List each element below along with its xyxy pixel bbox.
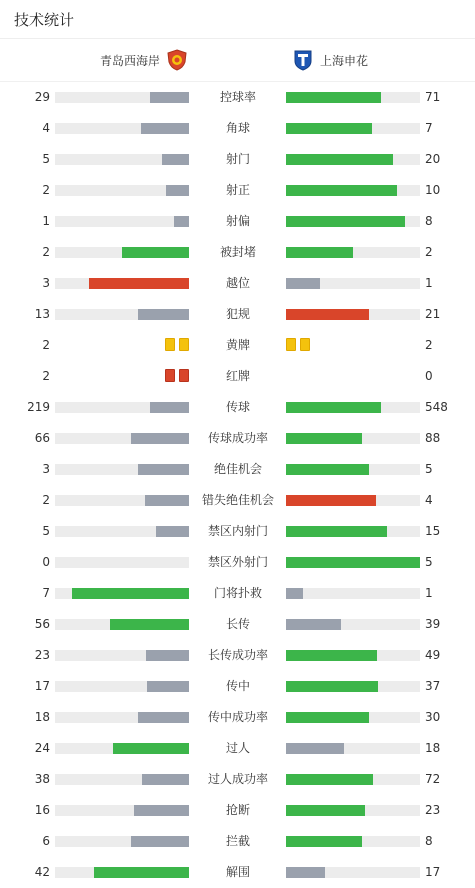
home-stat-bar-fill: [145, 495, 189, 506]
away-stat-value: 10: [425, 183, 441, 197]
away-stat-value: 2: [425, 338, 433, 352]
away-stat-bar-fill: [286, 743, 344, 754]
home-stat-bar-track: [55, 278, 189, 289]
home-stat-bar-fill: [147, 681, 189, 692]
away-stat-bar-fill: [286, 309, 369, 320]
away-stat-value: 0: [425, 369, 433, 383]
stat-label: 过人成功率: [207, 772, 268, 786]
away-team-name: 上海申花: [320, 53, 369, 68]
away-stat-bar-fill: [286, 123, 372, 134]
stat-row: [0, 516, 475, 547]
away-stat-value: 37: [425, 679, 441, 693]
away-stat-bar-fill: [286, 433, 362, 444]
away-stat-bar-fill: [286, 278, 320, 289]
away-stat-bar-track: [286, 743, 420, 754]
home-stat-bar-track: [55, 805, 189, 816]
home-stat-bar-fill: [156, 526, 190, 537]
away-stat-value: 39: [425, 617, 441, 631]
stat-label: 禁区内射门: [207, 524, 268, 538]
home-stat-bar-track: [55, 433, 189, 444]
stat-row: [0, 733, 475, 764]
home-stat-bar-fill: [113, 743, 189, 754]
stat-label: 传球成功率: [207, 431, 268, 445]
home-stat-bar-track: [55, 681, 189, 692]
home-stat-value: 7: [42, 586, 50, 600]
away-stat-bar-fill: [286, 619, 341, 630]
home-stat-bar-track: [55, 464, 189, 475]
stat-label: 射正: [225, 183, 250, 197]
stat-label: 控球率: [219, 90, 256, 104]
stats-list: [0, 82, 475, 888]
home-team-name: 青岛西海岸: [100, 53, 161, 68]
home-stat-value: 5: [42, 524, 50, 538]
home-stat-bar-fill: [131, 836, 189, 847]
away-stat-bar-track: [286, 650, 420, 661]
home-stat-bar-fill: [162, 154, 189, 165]
stat-label: 黄牌: [225, 338, 250, 352]
home-stat-bar-track: [55, 154, 189, 165]
stat-row: [0, 423, 475, 454]
home-team-logo-icon: [166, 49, 188, 71]
home-stat-value: 16: [34, 803, 50, 817]
home-stat-value: 56: [34, 617, 50, 631]
home-stat-bar-fill: [110, 619, 189, 630]
away-stat-value: 21: [425, 307, 441, 321]
home-stat-bar-track: [55, 309, 189, 320]
home-team[interactable]: [100, 49, 188, 71]
away-stat-value: 23: [425, 803, 441, 817]
stat-row: [0, 609, 475, 640]
home-stat-value: 6: [42, 834, 50, 848]
teams-bar: [0, 39, 475, 82]
home-stat-bar-fill: [122, 247, 189, 258]
home-cards: [165, 338, 189, 351]
home-stat-value: 38: [34, 772, 50, 786]
stat-label: 解围: [225, 865, 250, 879]
away-stat-bar-track: [286, 464, 420, 475]
away-stat-value: 2: [425, 245, 433, 259]
away-stat-bar-track: [286, 588, 420, 599]
away-stat-bar-fill: [286, 216, 405, 227]
away-stat-value: 8: [425, 214, 433, 228]
away-stat-bar-track: [286, 92, 420, 103]
away-team-logo-icon: [292, 49, 314, 71]
home-stat-value: 5: [42, 152, 50, 166]
away-stat-value: 49: [425, 648, 441, 662]
away-stat-value: 88: [425, 431, 441, 445]
stat-row: [0, 299, 475, 330]
away-stat-value: 5: [425, 555, 433, 569]
away-stat-value: 18: [425, 741, 441, 755]
stat-row: [0, 547, 475, 578]
away-stat-bar-fill: [286, 650, 377, 661]
home-stat-value: 2: [42, 338, 50, 352]
home-stat-value: 2: [42, 183, 50, 197]
stat-label: 红牌: [225, 369, 250, 383]
stat-row: [0, 485, 475, 516]
home-stat-bar-fill: [142, 774, 189, 785]
away-stat-bar-fill: [286, 774, 373, 785]
away-stat-bar-fill: [286, 805, 365, 816]
home-stat-bar-fill: [131, 433, 189, 444]
yellow-card-icon: [286, 338, 296, 351]
stat-label: 拦截: [225, 834, 250, 848]
red-card-icon: [179, 369, 189, 382]
home-stat-value: 2: [42, 245, 50, 259]
away-stat-bar-track: [286, 526, 420, 537]
stat-row: [0, 857, 475, 888]
away-stat-value: 71: [425, 90, 441, 104]
home-stat-bar-track: [55, 247, 189, 258]
home-stat-bar-fill: [138, 712, 189, 723]
stat-row: [0, 392, 475, 423]
stat-row: [0, 330, 475, 361]
home-stat-bar-track: [55, 774, 189, 785]
home-stat-bar-track: [55, 92, 189, 103]
home-stat-bar-fill: [150, 92, 189, 103]
home-stat-bar-track: [55, 402, 189, 413]
home-stat-bar-fill: [138, 309, 189, 320]
home-stat-value: 3: [42, 462, 50, 476]
stat-label: 绝佳机会: [213, 462, 262, 476]
stat-label: 过人: [225, 741, 250, 755]
away-stat-bar-fill: [286, 154, 393, 165]
away-stat-value: 8: [425, 834, 433, 848]
home-stat-bar-track: [55, 216, 189, 227]
away-stat-bar-fill: [286, 867, 325, 878]
stat-row: [0, 795, 475, 826]
home-stat-bar-fill: [138, 464, 189, 475]
away-stat-value: 72: [425, 772, 441, 786]
away-stat-bar-fill: [286, 588, 303, 599]
yellow-card-icon: [300, 338, 310, 351]
home-stat-value: 2: [42, 493, 50, 507]
home-stat-bar-track: [55, 836, 189, 847]
yellow-card-icon: [165, 338, 175, 351]
away-stat-value: 17: [425, 865, 441, 879]
home-stat-bar-fill: [166, 185, 189, 196]
away-stat-bar-track: [286, 123, 420, 134]
away-stat-bar-track: [286, 433, 420, 444]
away-stat-bar-track: [286, 402, 420, 413]
home-stat-value: 24: [34, 741, 50, 755]
home-stat-bar-fill: [146, 650, 189, 661]
home-stat-value: 17: [34, 679, 50, 693]
stat-row: [0, 175, 475, 206]
home-stat-bar-track: [55, 123, 189, 134]
stat-row: [0, 640, 475, 671]
away-stat-bar-track: [286, 154, 420, 165]
away-stat-value: 4: [425, 493, 433, 507]
home-stat-bar-track: [55, 495, 189, 506]
stat-row: [0, 826, 475, 857]
away-stat-bar-fill: [286, 557, 420, 568]
away-stat-value: 5: [425, 462, 433, 476]
away-stat-value: 1: [425, 586, 433, 600]
stat-label: 被封堵: [219, 245, 256, 259]
home-stat-bar-fill: [141, 123, 189, 134]
home-stat-bar-fill: [174, 216, 189, 227]
home-stat-bar-fill: [72, 588, 189, 599]
stat-row: [0, 671, 475, 702]
stat-label: 传中: [225, 679, 250, 693]
home-stat-bar-fill: [89, 278, 190, 289]
away-stat-bar-fill: [286, 464, 369, 475]
home-cards: [165, 369, 189, 382]
home-stat-bar-fill: [134, 805, 189, 816]
stat-label: 射门: [225, 152, 250, 166]
away-stat-bar-track: [286, 309, 420, 320]
page-title: 技术统计: [14, 10, 75, 29]
home-stat-bar-track: [55, 526, 189, 537]
away-stat-bar-track: [286, 557, 420, 568]
stat-label: 错失绝佳机会: [201, 493, 274, 507]
home-stat-value: 3: [42, 276, 50, 290]
away-stat-bar-track: [286, 247, 420, 258]
away-stat-value: 30: [425, 710, 441, 724]
away-stat-bar-track: [286, 681, 420, 692]
stat-row: [0, 578, 475, 609]
stat-label: 射偏: [225, 214, 250, 228]
away-stat-bar-fill: [286, 495, 376, 506]
stat-row: [0, 82, 475, 113]
stats-header: [0, 0, 475, 39]
away-stat-bar-fill: [286, 526, 387, 537]
home-stat-bar-fill: [150, 402, 189, 413]
home-stat-bar-track: [55, 712, 189, 723]
stat-label: 越位: [225, 276, 250, 290]
away-stat-bar-track: [286, 867, 420, 878]
stat-label: 抢断: [225, 803, 250, 817]
red-card-icon: [165, 369, 175, 382]
away-stat-value: 20: [425, 152, 441, 166]
away-stat-bar-track: [286, 278, 420, 289]
home-stat-bar-track: [55, 557, 189, 568]
stat-row: [0, 454, 475, 485]
stat-label: 禁区外射门: [207, 555, 268, 569]
stat-row: [0, 361, 475, 392]
stat-row: [0, 144, 475, 175]
away-stat-bar-fill: [286, 712, 369, 723]
away-stat-value: 548: [425, 400, 448, 414]
stat-row: [0, 113, 475, 144]
stat-row: [0, 764, 475, 795]
home-stat-bar-fill: [94, 867, 189, 878]
stat-label: 犯规: [225, 307, 250, 321]
home-stat-value: 219: [27, 400, 50, 414]
away-stat-value: 15: [425, 524, 441, 538]
stat-label: 角球: [225, 121, 250, 135]
yellow-card-icon: [179, 338, 189, 351]
home-stat-value: 2: [42, 369, 50, 383]
home-stat-bar-track: [55, 743, 189, 754]
stat-row: [0, 268, 475, 299]
away-stat-bar-track: [286, 805, 420, 816]
home-stat-value: 18: [34, 710, 50, 724]
home-stat-bar-track: [55, 185, 189, 196]
home-stat-value: 42: [34, 865, 50, 879]
stat-row: [0, 206, 475, 237]
away-stat-bar-track: [286, 836, 420, 847]
home-stat-value: 13: [34, 307, 50, 321]
away-stat-bar-track: [286, 712, 420, 723]
home-stat-value: 0: [42, 555, 50, 569]
away-stat-bar-track: [286, 619, 420, 630]
away-team[interactable]: [292, 49, 368, 71]
stat-row: [0, 237, 475, 268]
away-cards: [286, 338, 310, 351]
stat-label: 长传成功率: [207, 648, 268, 662]
home-stat-bar-track: [55, 650, 189, 661]
home-stat-value: 23: [34, 648, 50, 662]
away-stat-value: 1: [425, 276, 433, 290]
home-stat-bar-track: [55, 867, 189, 878]
home-stat-value: 4: [42, 121, 50, 135]
away-stat-bar-fill: [286, 402, 381, 413]
away-stat-bar-fill: [286, 836, 362, 847]
stat-label: 传球: [225, 400, 250, 414]
stat-label: 长传: [225, 617, 250, 631]
away-stat-bar-track: [286, 185, 420, 196]
home-stat-value: 66: [34, 431, 50, 445]
home-stat-value: 1: [42, 214, 50, 228]
away-stat-bar-fill: [286, 92, 381, 103]
away-stat-bar-fill: [286, 681, 378, 692]
away-stat-value: 7: [425, 121, 433, 135]
stat-row: [0, 702, 475, 733]
stat-label: 传中成功率: [207, 710, 268, 724]
away-stat-bar-fill: [286, 247, 353, 258]
stat-label: 门将扑救: [213, 586, 262, 600]
home-stat-bar-track: [55, 588, 189, 599]
home-stat-value: 29: [34, 90, 50, 104]
away-stat-bar-track: [286, 495, 420, 506]
home-stat-bar-track: [55, 619, 189, 630]
away-stat-bar-fill: [286, 185, 397, 196]
away-stat-bar-track: [286, 774, 420, 785]
away-stat-bar-track: [286, 216, 420, 227]
